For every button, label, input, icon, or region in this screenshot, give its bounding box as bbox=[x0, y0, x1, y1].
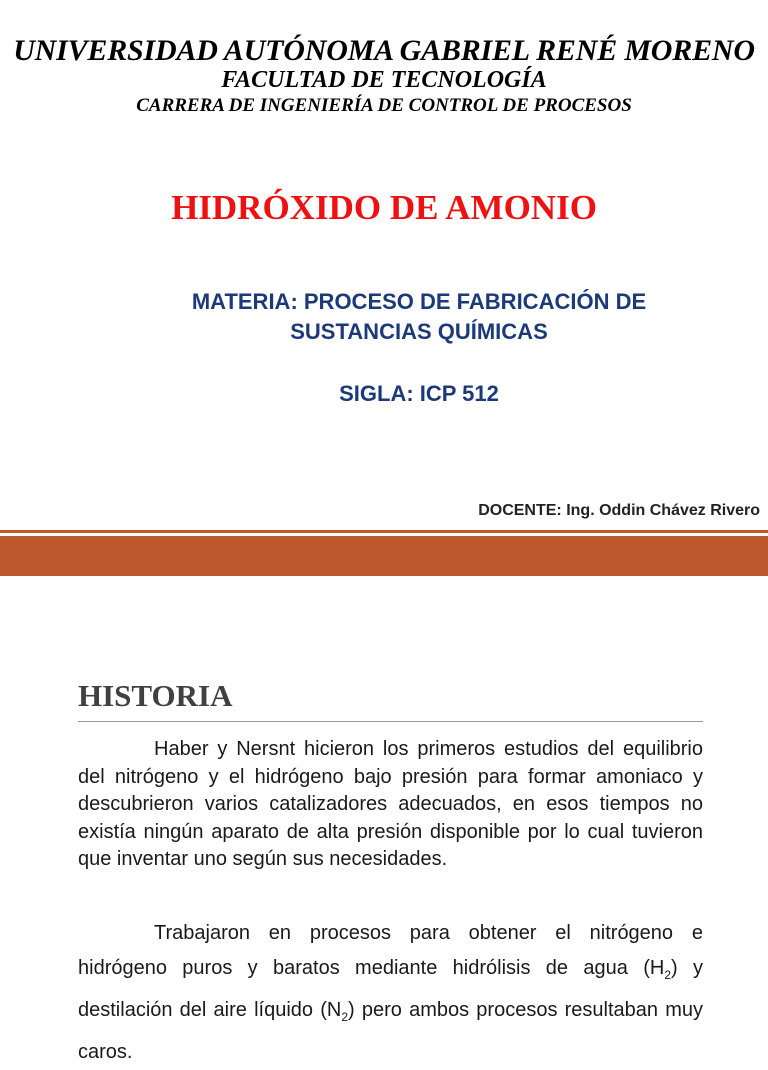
subject-line-2: SUSTANCIAS QUÍMICAS bbox=[290, 319, 548, 344]
course-code: SIGLA: ICP 512 bbox=[339, 381, 499, 406]
h2-subscript: 2 bbox=[664, 968, 671, 982]
p2-part-c: ) pero ambos procesos resultaban muy caros. bbox=[78, 999, 703, 1063]
teacher-label: DOCENTE: bbox=[478, 502, 562, 519]
divider-line bbox=[0, 530, 768, 533]
faculty-name: FACULTAD DE TECNOLOGÍA bbox=[221, 67, 547, 93]
teacher-credit bbox=[478, 502, 760, 520]
history-paragraph-2 bbox=[78, 916, 703, 1070]
n2-subscript: 2 bbox=[341, 1010, 349, 1024]
history-heading: HISTORIA bbox=[78, 678, 233, 713]
career-name: CARRERA DE INGENIERÍA DE CONTROL DE PROCESOS bbox=[136, 95, 632, 116]
subject-line-1: MATERIA: PROCESO DE FABRICACIÓN DE bbox=[191, 289, 647, 314]
history-paragraph-1: Haber y Nersnt hicieron los primeros estudios del equilibrio del nitrógeno y el hidrógeno bajo presión para formar amoniaco y descubrieron varios catalizadores adecuados, en esos tiempos no existía ningún aparato de alta presión disponible por lo cual tuvieron que inventar uno según sus necesidades. bbox=[78, 738, 703, 870]
orange-band bbox=[0, 536, 768, 576]
heading-rule bbox=[78, 721, 703, 722]
p2-part-b: ) y destilación del aire líquido (N bbox=[78, 957, 703, 1021]
university-name: UNIVERSIDAD AUTÓNOMA GABRIEL RENÉ MORENO bbox=[13, 34, 755, 67]
teacher-name: Ing. Oddin Chávez Rivero bbox=[561, 502, 760, 519]
p2-part-a: Trabajaron en procesos para obtener el nitrógeno e hidrógeno puros y baratos mediante hidrólisis de agua (H bbox=[78, 922, 703, 979]
history-slide bbox=[0, 578, 768, 1063]
presentation-title: HIDRÓXIDO DE AMONIO bbox=[171, 188, 597, 227]
